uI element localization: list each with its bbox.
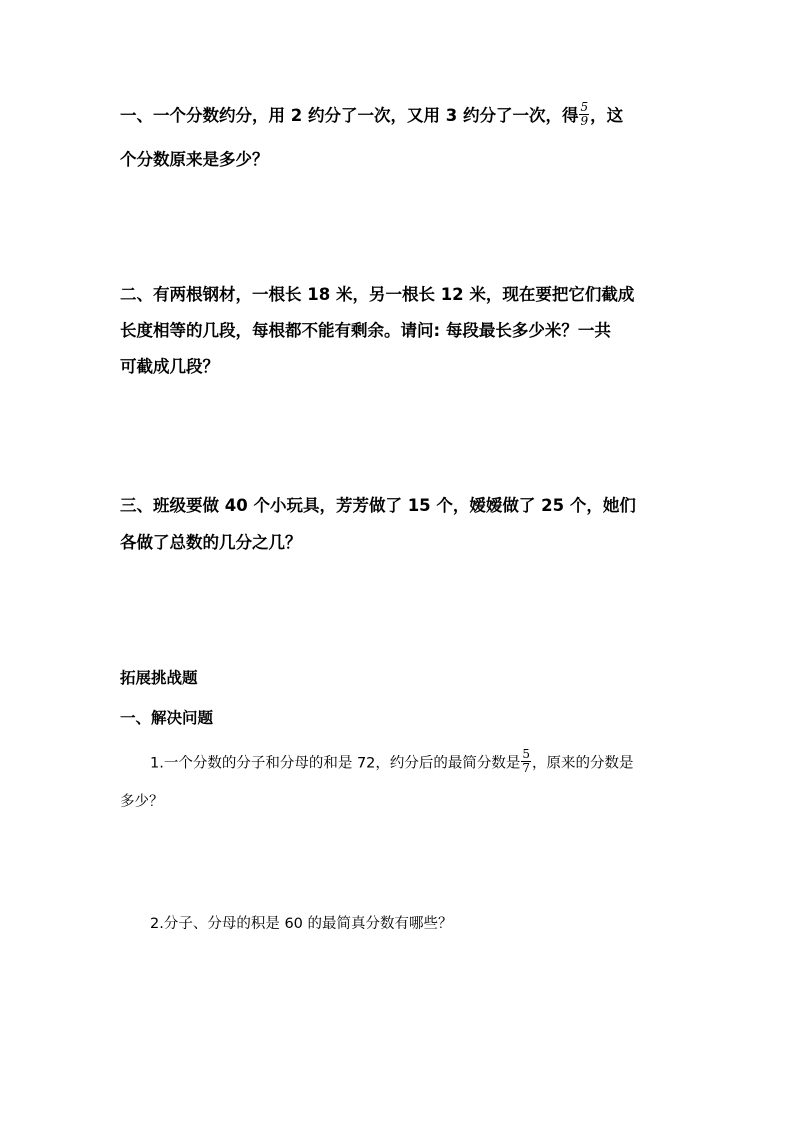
extension-problem1-fraction-numerator: 5 (522, 747, 531, 761)
extension-problem1-line2: 多少？ (120, 794, 164, 810)
q2-line3: 可截成几段？ (120, 357, 219, 376)
q1-line1-text-a: 一、一个分数约分，用 2 约分了一次，又用 3 约分了一次，得 (120, 106, 579, 125)
extension-problem2-line1: 2.分子、分母的积是 60 的最简真分数有哪些？ (150, 916, 453, 932)
q3-line1: 三、班级要做 40 个小玩具，芳芳做了 15 个，嫒嫒做了 25 个，她们 (120, 496, 636, 515)
q1-line2: 个分数原来是多少？ (120, 150, 269, 169)
q2-line2: 长度相等的几段，每根都不能有剩余。请问: 每段最长多少米？一共 (120, 321, 611, 340)
q2-line1: 二、有两根钢材，一根长 18 米，另一根长 12 米，现在要把它们截成 (120, 285, 635, 304)
q1-line1 (120, 100, 624, 130)
extension-section-heading: 一、解决问题 (120, 709, 214, 727)
extension-problem1-fraction (521, 748, 531, 775)
q1-line1-text-b: ，这 (590, 106, 624, 125)
q1-fraction-numerator: 5 (580, 100, 589, 114)
extension-problem1-fraction-denominator: 7 (522, 761, 531, 775)
extension-problem1-text-b: ，原来的分数是 (532, 755, 634, 772)
q3-line2: 各做了总数的几分之几？ (120, 533, 302, 552)
extension-problem1-line1 (150, 747, 634, 777)
q1-fraction-denominator: 9 (580, 114, 589, 128)
extension-title: 拓展挑战题 (120, 669, 198, 687)
q1-fraction (579, 101, 589, 128)
extension-problem1-text-a: 1.一个分数的分子和分母的和是 72，约分后的最简分数是 (150, 755, 521, 772)
